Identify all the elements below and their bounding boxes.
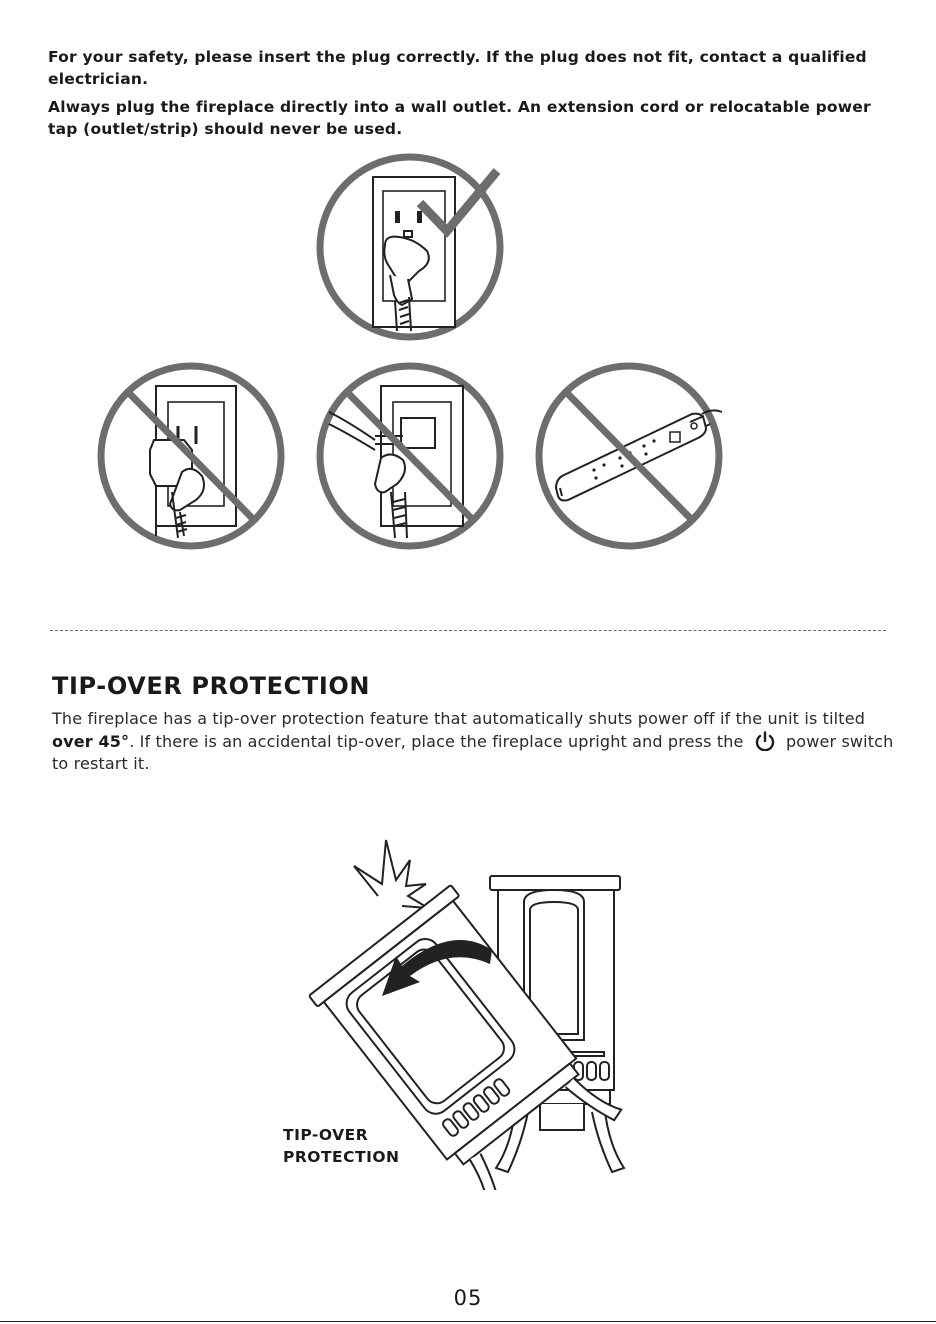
tip-over-label: TIP-OVER PROTECTION [283, 1126, 400, 1166]
safety-warning-plug: For your safety, please insert the plug correctly. If the plug does not fit, contact a qualified electrician. [48, 48, 867, 88]
power-icon [754, 731, 776, 751]
correct-outlet-figure [315, 153, 505, 343]
prohibited-adapter-figure [96, 362, 286, 552]
page-number: 05 [453, 1286, 483, 1310]
prohibited-extension-figure [315, 362, 505, 552]
page-bottom-rule [0, 1321, 936, 1322]
impact-burst-icon [354, 840, 428, 908]
section-title: TIP-OVER PROTECTION [52, 672, 371, 700]
prohibited-power-strip-figure [534, 362, 724, 552]
safety-warning-outlet: Always plug the fireplace directly into a wall outlet. An extension cord or relocatable power tap (outlet/strip) should never be used. [48, 98, 871, 138]
tilt-angle: over 45° [52, 731, 130, 751]
tip-over-description: The fireplace has a tip-over protection feature that automatically shuts power off if the unit is tilted over 45°. If there is an accidental tip-over, place the fireplace upright and press the power switch to restart it. [52, 709, 894, 773]
section-divider [50, 630, 886, 631]
